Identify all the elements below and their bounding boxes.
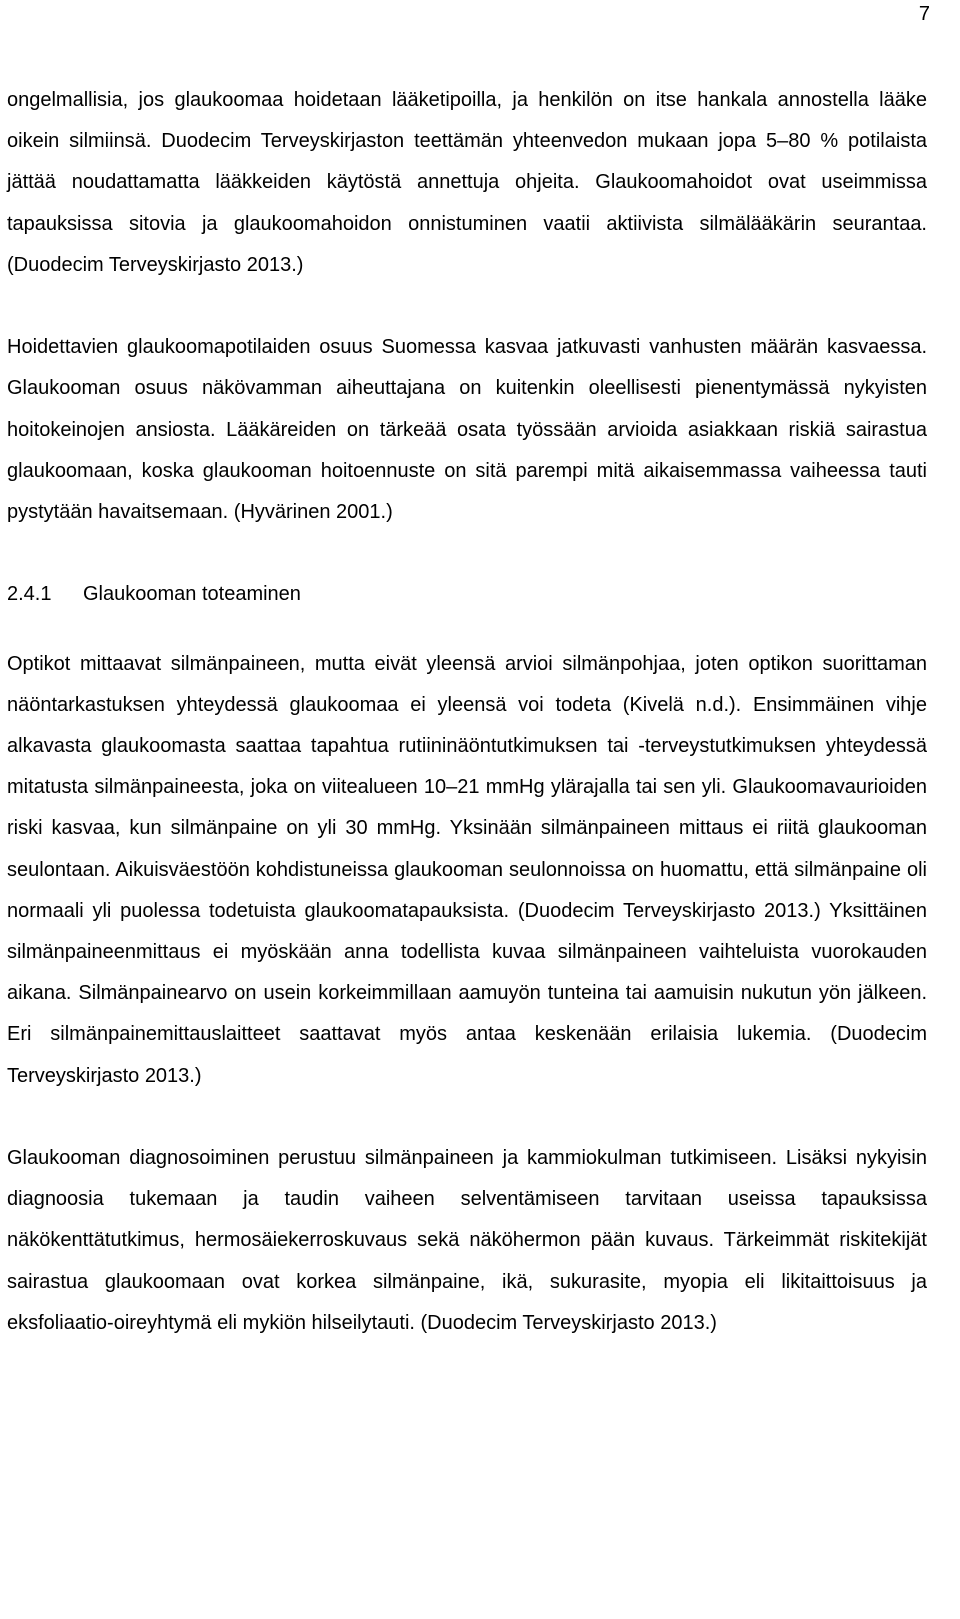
paragraph-patient-share: Hoidettavien glaukoomapotilaiden osuus Suomessa kasvaa jatkuvasti vanhusten määrän kasvaessa. Glaukooman osuus näkövamman aiheuttajana on kuitenkin oleellisesti pienentymässä nykyisten hoitokeinojen ansiosta. Lääkäreiden on tärkeää osata työssään arvioida asiakkaan riskiä sairastua glaukoomaan, koska glaukooman hoitoennuste on sitä parempi mitä aikaisemmassa vaiheessa tauti pystytään havaitsemaan. (Hyvärinen 2001.) (7, 336, 927, 524)
paragraph-diagnosis: Glaukooman diagnosoiminen perustuu silmänpaineen ja kammiokulman tutkimiseen. Lisäksi nykyisin diagnoosia tukemaan ja taudin vaiheen selventämiseen tarvitaan useissa tapauksissa näkökenttätutkimus, hermosäiekerroskuvaus sekä näköhermon pään kuvaus. Tärkeimmät riskitekijät sairastua glaukoomaan ovat korkea silmänpaine, ikä, sukurasite, myopia eli likitaittoisuus ja eksfoliaatio-oireyhtymä eli mykiön hilseilytauti. (Duodecim Terveyskirjasto 2013.) (7, 1147, 927, 1334)
paragraph-optician-measurement: Optikot mittaavat silmänpaineen, mutta eivät yleensä arvioi silmänpohjaa, joten optikon suorittaman näöntarkastuksen yhteydessä glaukoomaa ei yleensä voi todeta (Kivelä n.d.). Ensimmäinen vihje alkavasta glaukoomasta saattaa tapahtua rutiininäöntutkimuksen tai -terveystutkimuksen yhteydessä mitatusta silmänpaineesta, joka on viitealueen 10–21 mmHg ylärajalla tai sen yli. Glaukoomavaurioiden riski kasvaa, kun silmänpaine on yli 30 mmHg. Yksinään silmänpaineen mittaus ei riitä glaukooman seulontaan. Aikuisväestöön kohdistuneissa glaukooman seulonnoissa on huomattu, että silmänpaine oli normaali yli puolessa todetuista glaukoomatapauksista. (Duodecim Terveyskirjasto 2013.) Yksittäinen silmänpaineenmittaus ei myöskään anna todellista kuvaa silmänpaineen vaihteluista vuorokauden aikana. Silmänpainearvo on usein korkeimmillaan aamuyön tunteina tai aamuisin nukutun yön jälkeen. Eri silmänpainemittauslaitteet saattavat myös antaa keskenään erilaisia lukemia. (Duodecim Terveyskirjasto 2013.) (7, 652, 927, 1087)
document-body (7, 80, 927, 1344)
paragraph-treatment-adherence: ongelmallisia, jos glaukoomaa hoidetaan lääketipoilla, ja henkilön on itse hankala annostella lääke oikein silmiinsä. Duodecim Terveyskirjaston teettämän yhteenvedon mukaan jopa 5–80 % potilaista jättää noudattamatta lääkkeiden käytöstä annettuja ohjeita. Glaukoomahoidot ovat useimmissa tapauksissa sitovia ja glaukoomahoidon onnistuminen vaatii aktiivista silmälääkärin seurantaa. (Duodecim Terveyskirjasto 2013.) (7, 89, 927, 276)
section-heading (7, 574, 927, 615)
section-title: Glaukooman toteaminen (83, 583, 301, 606)
section-number: 2.4.1 (7, 583, 52, 606)
page-number: 7 (918, 3, 930, 25)
